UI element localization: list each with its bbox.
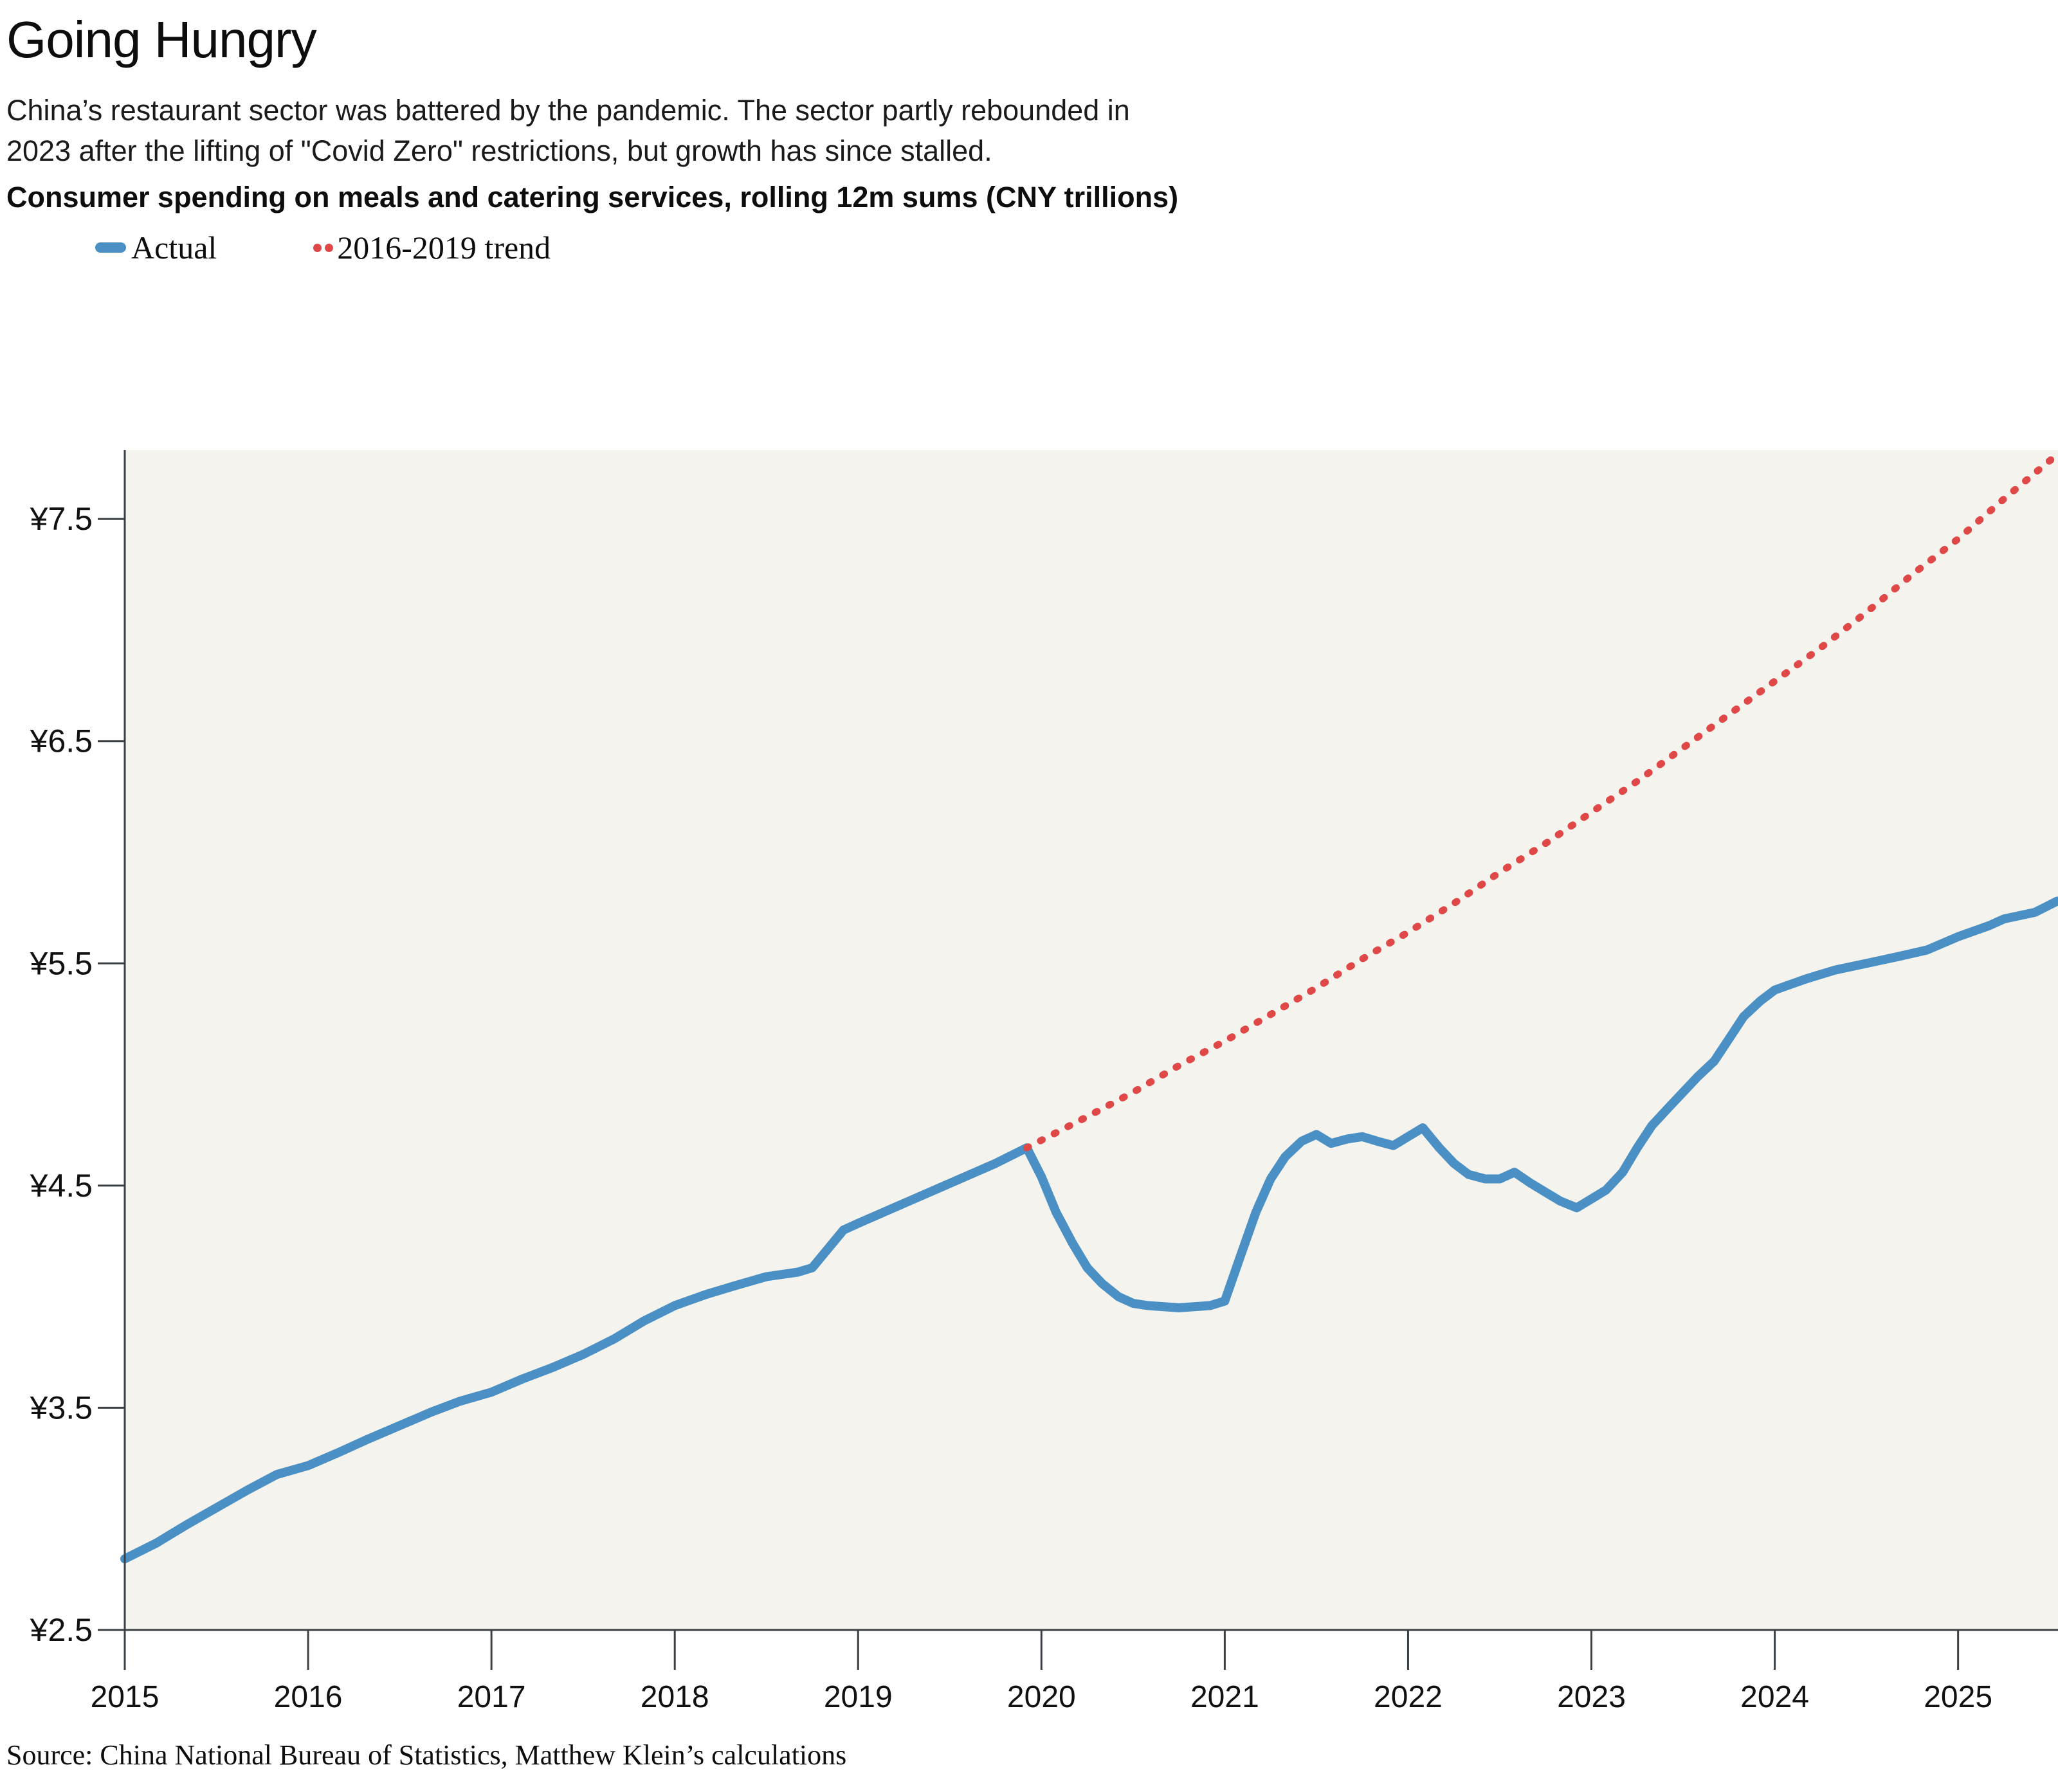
x-axis-tick-label: 2015: [90, 1680, 159, 1714]
y-axis-tick-label: ¥4.5: [30, 1167, 93, 1204]
source-note: Source: China National Bureau of Statistics, Matthew Klein’s calculations: [6, 1739, 847, 1771]
legend-label-trend: 2016-2019 trend: [337, 230, 551, 266]
y-axis-tick-label: ¥2.5: [30, 1612, 93, 1648]
x-axis-tick-label: 2022: [1374, 1680, 1443, 1714]
chart-heading: Consumer spending on meals and catering services, rolling 12m sums (CNY trillions): [6, 181, 1179, 213]
x-axis-tick-label: 2017: [457, 1680, 526, 1714]
subtitle-line-2: 2023 after the lifting of "Covid Zero" restrictions, but growth has since stalled.: [6, 134, 992, 167]
subtitle-line-1: China’s restaurant sector was battered by the pandemic. The sector partly rebounded in: [6, 94, 1130, 127]
y-axis-tick-label: ¥5.5: [30, 945, 93, 982]
x-axis-tick-label: 2025: [1924, 1680, 1993, 1714]
x-axis-tick-label: 2020: [1006, 1680, 1076, 1714]
x-axis-tick-label: 2024: [1740, 1680, 1809, 1714]
y-axis-tick-label: ¥6.5: [30, 723, 93, 759]
y-axis-tick-label: ¥3.5: [30, 1389, 93, 1426]
page-title: Going Hungry: [6, 11, 316, 68]
plot-background: [125, 450, 2058, 1630]
x-axis-tick-label: 2023: [1557, 1680, 1626, 1714]
x-axis-tick-label: 2018: [640, 1680, 709, 1714]
legend-label-actual: Actual: [131, 230, 217, 266]
x-axis-tick-label: 2019: [823, 1680, 893, 1714]
y-axis-tick-label: ¥7.5: [30, 501, 93, 538]
x-axis-tick-label: 2016: [273, 1680, 343, 1714]
x-axis-tick-label: 2021: [1190, 1680, 1259, 1714]
